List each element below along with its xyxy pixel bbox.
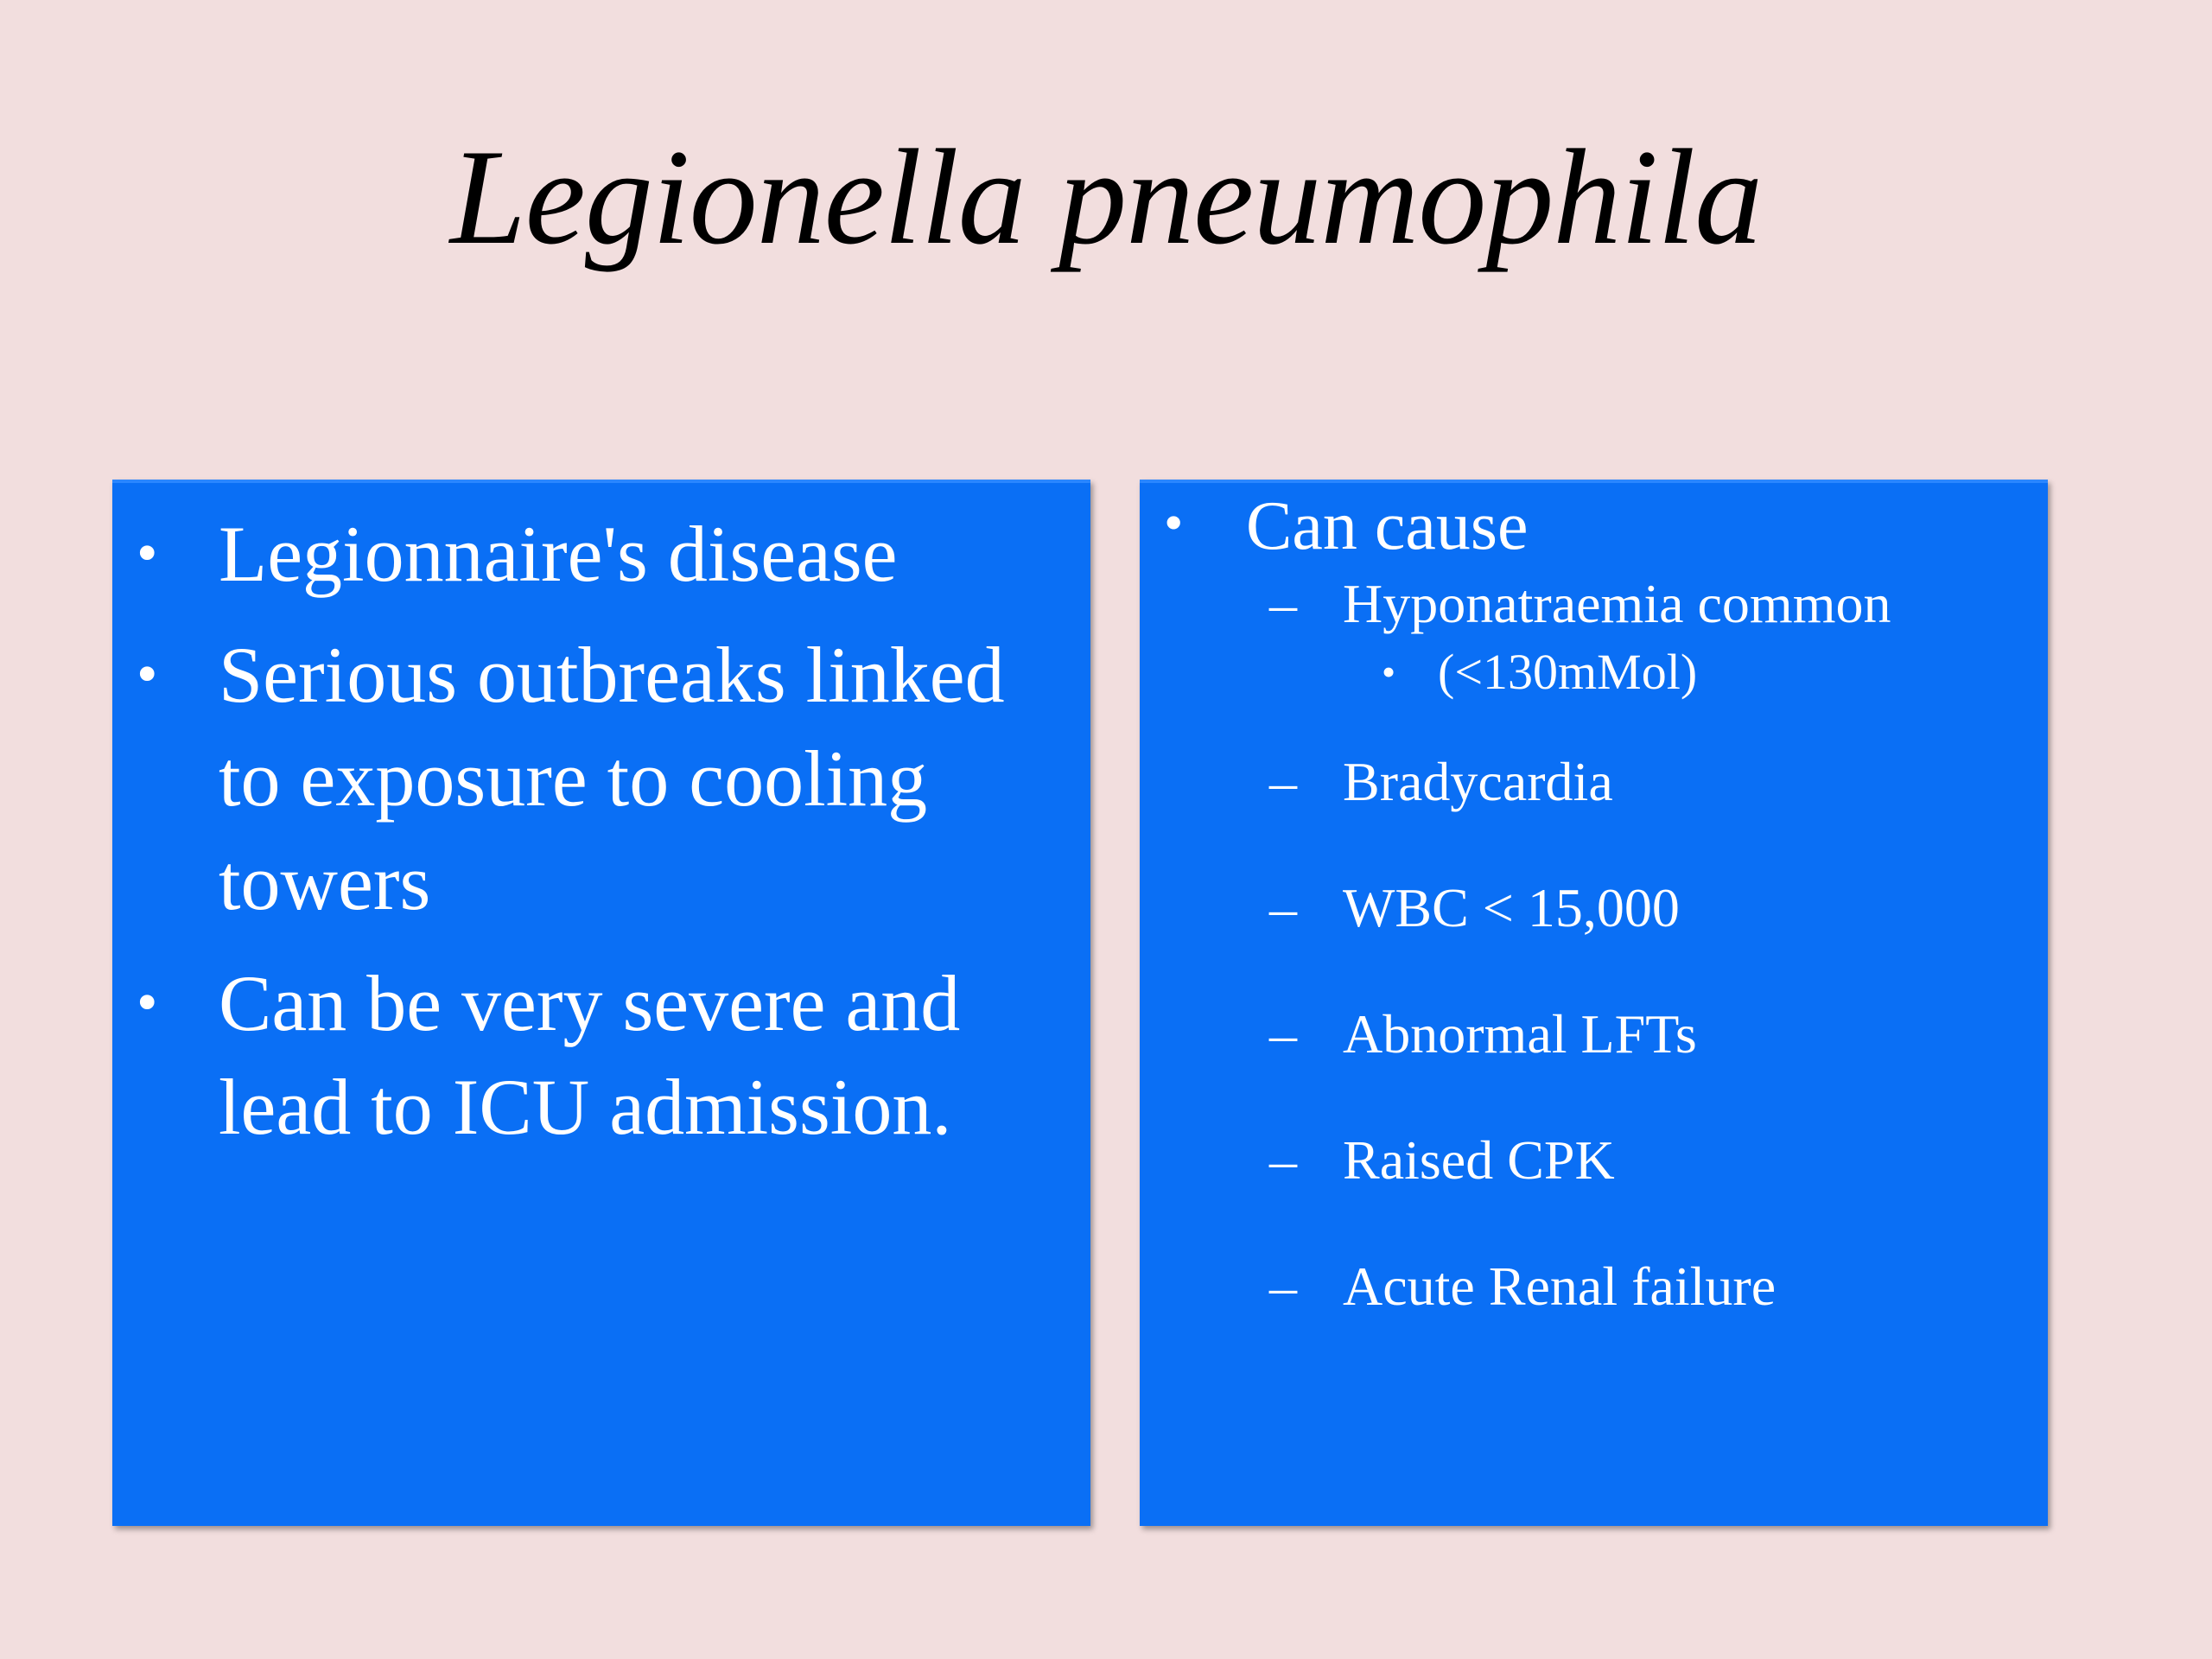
bullet-icon: • — [1382, 650, 1396, 694]
sub-item-text: Abnormal LFTs — [1343, 1003, 1697, 1065]
dash-icon: – — [1269, 573, 1297, 634]
dash-icon: – — [1269, 1255, 1297, 1317]
sub-item-text: WBC < 15,000 — [1343, 877, 1680, 938]
bullet-icon: • — [1164, 492, 1184, 553]
sub-item-text: Bradycardia — [1343, 751, 1613, 812]
heading-text: Can cause — [1246, 488, 1529, 564]
bullet-icon: • — [137, 520, 158, 587]
dash-icon: – — [1269, 877, 1297, 938]
slide-title: Legionella pneumophila — [449, 122, 1763, 273]
bullet-icon: • — [137, 641, 158, 708]
list-item-heading — [1140, 485, 2154, 568]
list-item — [112, 623, 1090, 934]
list-item — [112, 502, 1090, 606]
sub-item-text: Raised CPK — [1343, 1129, 1615, 1191]
left-bullet-list — [112, 502, 1090, 1176]
sub-item-text: Acute Renal failure — [1343, 1255, 1777, 1317]
list-item-text: Serious outbreaks linked to exposure to cooling towers — [219, 631, 1005, 926]
dash-icon: – — [1269, 751, 1297, 812]
dash-icon: – — [1269, 1003, 1297, 1065]
bullet-icon: • — [137, 969, 158, 1036]
list-item-text: Legionnaire's disease — [219, 510, 898, 598]
sub-item-text: Hyponatraemia common — [1343, 573, 1891, 634]
left-content-box — [112, 480, 1090, 1526]
list-item-text: Can be very severe and lead to ICU admission. — [219, 959, 961, 1151]
right-content-box — [1140, 480, 2048, 1526]
sub-sub-item-text: (<130mMol) — [1438, 644, 1698, 700]
dash-icon: – — [1269, 1129, 1297, 1191]
list-item — [112, 951, 1090, 1159]
